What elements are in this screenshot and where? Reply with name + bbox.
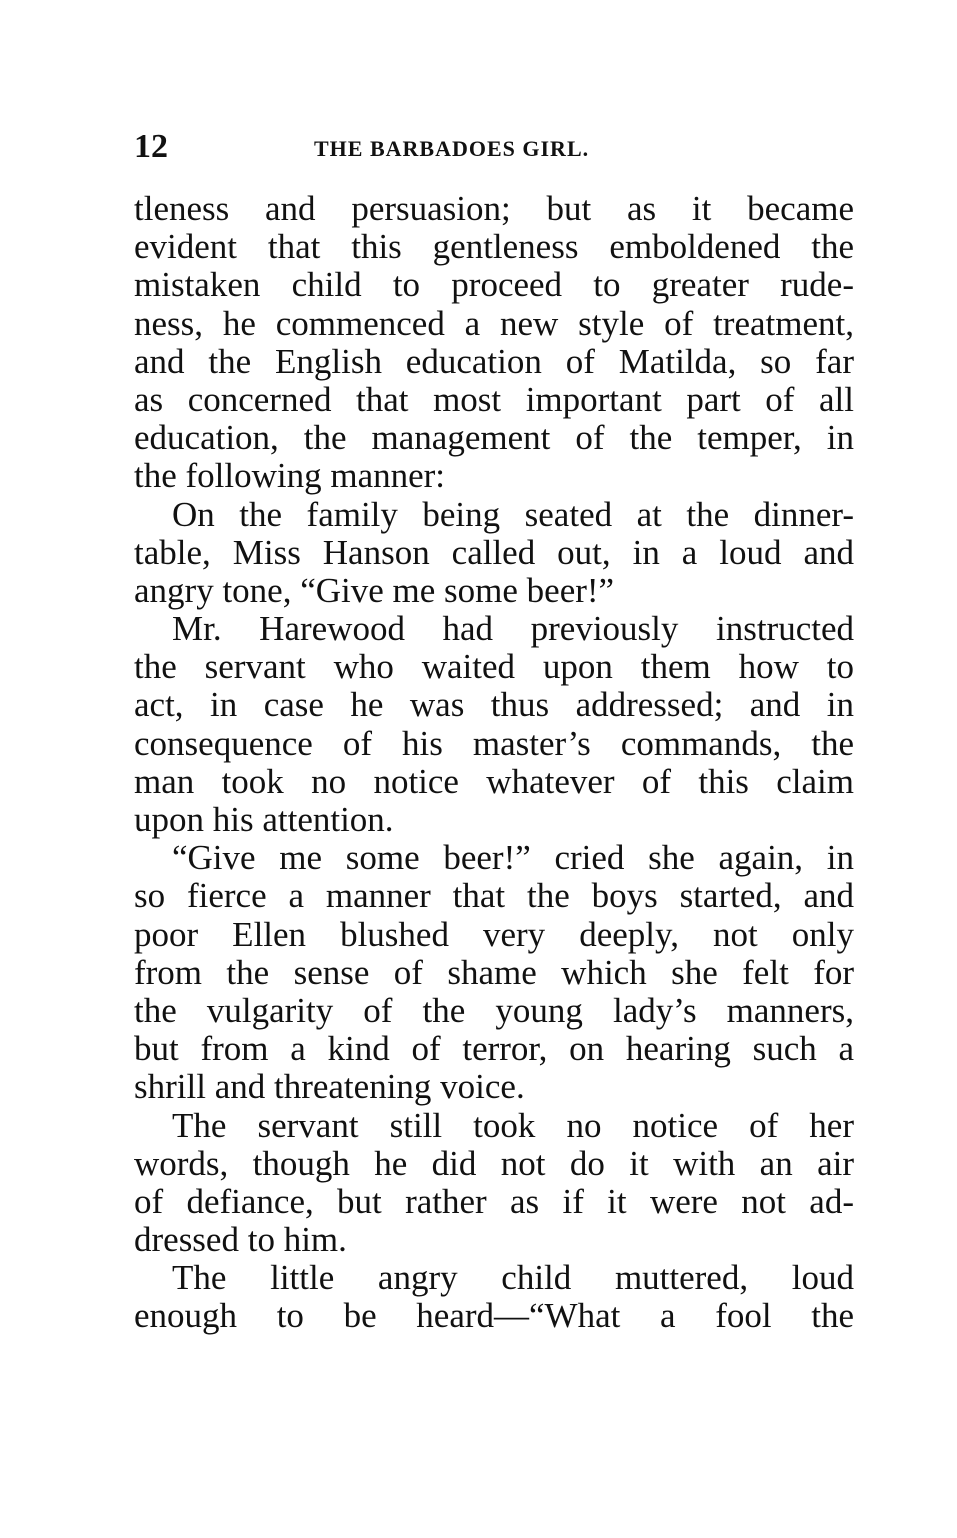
text-line: consequence of his master’s commands, the [134,723,854,763]
text-line: upon his attention. [134,800,394,839]
text-line: The little angry child muttered, loud [172,1258,854,1298]
text-line: education, the management of the temper, in [134,418,854,458]
text-line: poor Ellen blushed very deeply, not only [134,914,854,954]
text-line: On the family being seated at the dinner- [172,494,854,534]
page-number: 12 [134,128,168,165]
text-line: the servant who waited upon them how to [134,647,854,687]
text-line: and the English education of Matilda, so far [134,341,854,381]
body-text [134,190,854,1336]
text-line: dressed to him. [134,1220,347,1260]
text-line: the vulgarity of the young lady’s manners, [134,990,854,1030]
text-line: tleness and persuasion; but as it became [134,189,854,228]
text-line: The servant still took no notice of her [172,1105,854,1145]
text-line: as concerned that most important part of all [134,379,854,419]
text-line: words, though he did not do it with an air [134,1143,854,1183]
page-header [134,128,854,168]
text-line: enough to be heard—“What a fool the [134,1296,854,1336]
text-line: so fierce a manner that the boys started, and [134,876,854,916]
running-title: THE BARBADOES GIRL. [314,136,590,161]
text-line: man took no notice whatever of this claim [134,761,854,801]
text-line: Mr. Harewood had previously instructed [172,609,854,649]
text-line: mistaken child to proceed to greater rude- [134,265,854,305]
text-line: act, in case he was thus addressed; and in [134,685,854,725]
text-line: but from a kind of terror, on hearing such a [134,1029,854,1069]
text-line: from the sense of shame which she felt for [134,952,854,992]
text-line: table, Miss Hanson called out, in a loud and [134,532,854,572]
text-line: “Give me some beer!” cried she again, in [172,838,854,878]
text-line: shrill and threatening voice. [134,1067,525,1107]
text-line: the following manner: [134,456,446,496]
text-line: ness, he commenced a new style of treatment, [134,303,854,343]
text-line: angry tone, “Give me some beer!” [134,570,615,610]
text-line: of defiance, but rather as if it were not ad- [134,1181,854,1221]
text-line: evident that this gentleness emboldened the [134,227,854,267]
